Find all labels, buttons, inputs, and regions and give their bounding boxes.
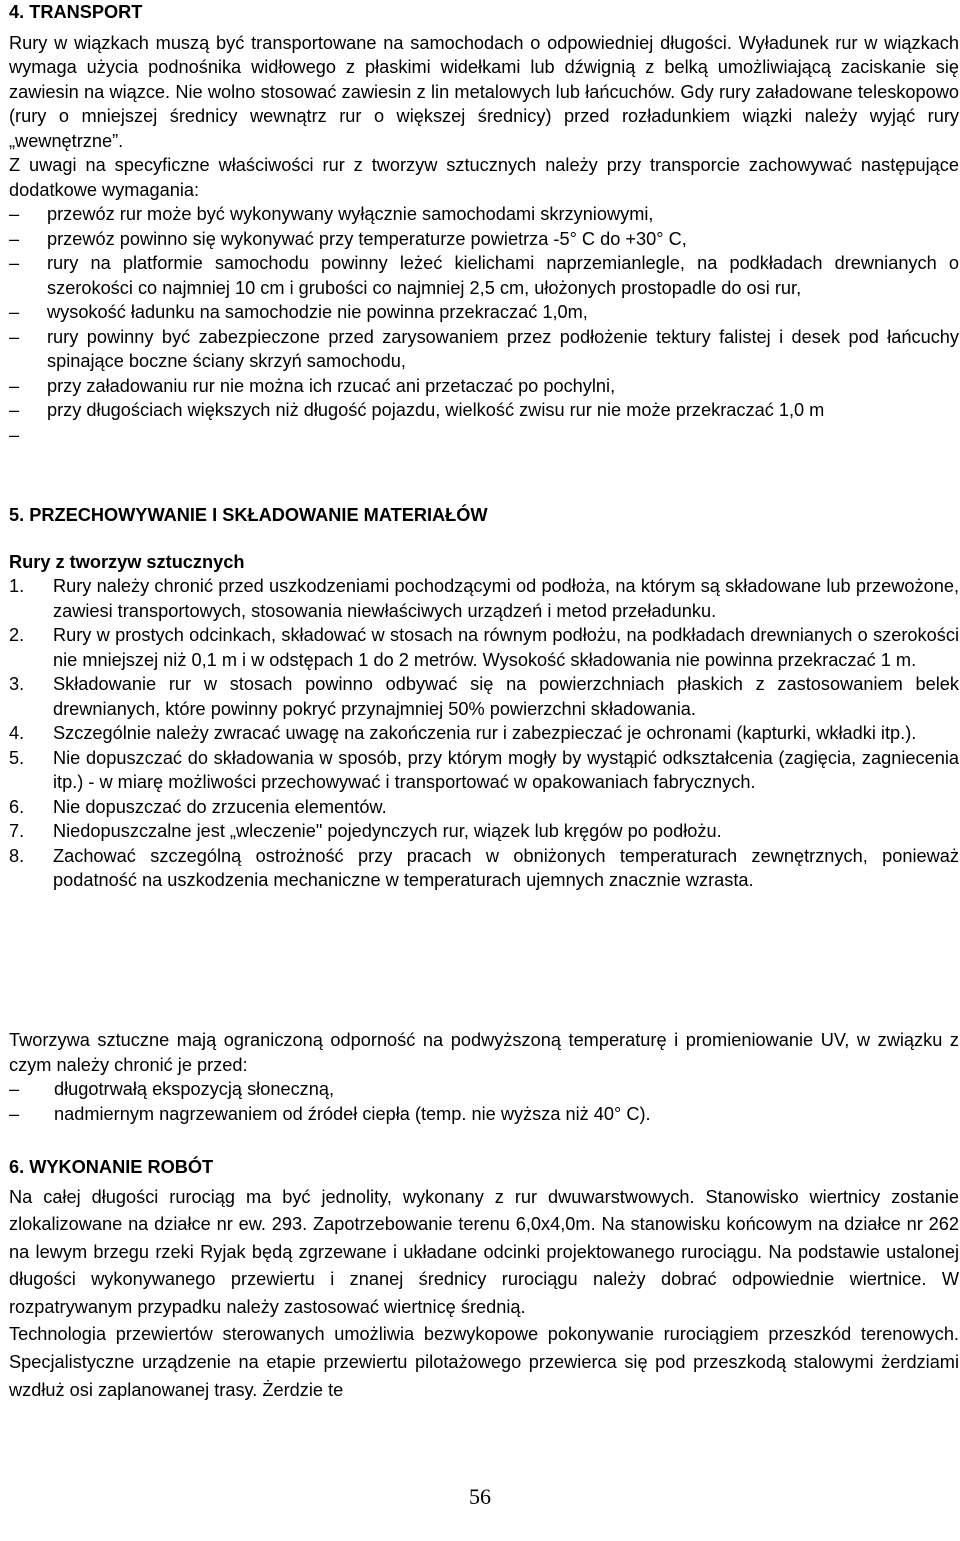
item-text: Rury w prostych odcinkach, składować w stosach na równym podłożu, na podkładach drewnianych o szerokości nie mniejszej niż 0,1 m i w odstępach 1 do 2 metrów. Wysokość składowania nie powinna przekraczać 1 m.: [53, 625, 959, 670]
list-item: [9, 819, 959, 844]
transport-requirements-list: [9, 202, 959, 447]
list-item: [9, 721, 959, 746]
item-number: 7.: [9, 821, 25, 841]
section-transport: [9, 0, 959, 447]
paragraph: Rury w wiązkach muszą być transportowane na samochodach o odpowiedniej długości. Wyładunek rur w wiązkach wymaga użycia podnośnika widłowego z płaskimi widełkami lub dźwignią z belką umożliwiającą zaciskanie się zawiesin na wiązce. Nie wolno stosować zawiesin z lin metalowych lub łańcuchów. Gdy rury załadowane teleskopowo (rury o mniejszej średnicy wewnątrz rur o większej średnicy) przed rozładunkiem wiązki należy wyjąć rury „wewnętrzne”.: [9, 32, 959, 151]
list-item: – rury na platformie samochodu powinny leżeć kielichami naprzemianlegle, na podkładach drewnianych o szerokości co najmniej 10 cm i grubości co najmniej 2,5 cm, ułożonych prostopadle do osi rur,: [9, 251, 959, 300]
item-text: Składowanie rur w stosach powinno odbywać się na powierzchniach płaskich z zastosowaniem belek drewnianych, które powinny pokryć przynajmniej 50% powierzchni składowania.: [53, 674, 959, 719]
subsection-heading: Rury z tworzyw sztucznych: [9, 551, 245, 572]
list-item: – przewóz rur może być wykonywany wyłącznie samochodami skrzyniowymi,: [9, 202, 959, 227]
item-number: 3.: [9, 674, 25, 694]
page-number: 56: [469, 1484, 491, 1509]
storage-rules-list: [9, 574, 959, 893]
item-number: 4.: [9, 723, 25, 743]
section-heading: 5. PRZECHOWYWANIE I SKŁADOWANIE MATERIAŁÓW: [9, 505, 488, 525]
item-number: 2.: [9, 625, 25, 645]
section-heading: 4. TRANSPORT: [9, 2, 143, 22]
list-item: [9, 423, 959, 448]
section-heading: 6. WYKONANIE ROBÓT: [9, 1157, 214, 1177]
list-item: – przy długościach większych niż długość pojazdu, wielkość zwisu rur nie może przekraczać 1,0 m: [9, 398, 959, 423]
item-text: Nie dopuszczać do zrzucenia elementów.: [53, 796, 387, 817]
list-item: – wysokość ładunku na samochodzie nie powinna przekraczać 1,0m,: [9, 300, 959, 325]
item-text: Nie dopuszczać do składowania w sposób, przy którym mogły by wystąpić odkształcenia (zagięcia, zagniecenia itp.) - w miarę możliwości przechowywać i transportować w opakowaniach fabrycznych.: [53, 747, 959, 792]
list-item: [9, 746, 959, 795]
item-text: Rury należy chronić przed uszkodzeniami pochodzącymi od podłoża, na którym są składowane lub przewożone, zawiesi transportowych, stosowania niewłaściwych urządzeń i metod przeładunku.: [53, 576, 959, 621]
list-item: [9, 574, 959, 623]
paragraph: Tworzywa sztuczne mają ograniczoną odporność na podwyższoną temperaturę i promieniowanie UV, w związku z czym należy chronić je przed:: [9, 1030, 959, 1075]
list-item: [9, 672, 959, 721]
list-item: [9, 795, 959, 820]
item-number: 8.: [9, 845, 25, 866]
item-number: 5.: [9, 747, 25, 768]
list-item: – nadmiernym nagrzewaniem od źródeł ciepła (temp. nie wyższa niż 40° C).: [9, 1102, 959, 1127]
item-text: Zachować szczególną ostrożność przy pracach w obniżonych temperaturach zewnętrznych, ponieważ podatność na uszkodzenia mechaniczne w temperaturach ujemnych znacznie wzrasta.: [53, 845, 959, 890]
list-item: [9, 623, 959, 672]
paragraph: Na całej długości rurociąg ma być jednolity, wykonany z rur dwuwarstwowych. Stanowisko wiertnicy zostanie zlokalizowane na działce nr ew. 293. Zapotrzebowanie terenu 6,0x4,0m. Na stanowisku końcowym na działce nr 262 na lewym brzegu rzeki Ryjak będą zgrzewane i układane odcinki projektowanego rurociągu. Na podstawie ustalonej długości wykonywanego przewiertu i znanej średnicy rurociągu należy dobrać odpowiednie wiertnice. W rozpatrywanym przypadku należy zastosować wiertnicę średnią.: [9, 1186, 959, 1317]
paragraph: Z uwagi na specyficzne właściwości rur z tworzyw sztucznych należy przy transporcie zachowywać następujące dodatkowe wymagania:: [9, 155, 959, 200]
item-text: Niedopuszczalne jest „wleczenie" pojedynczych rur, wiązek lub kręgów po podłożu.: [53, 821, 722, 841]
item-number: 6.: [9, 796, 25, 817]
list-item: – rury powinny być zabezpieczone przed zarysowaniem przez podłożenie tektury falistej i desek pod łańcuchy spinające boczne ściany skrzyń samochodu,: [9, 325, 959, 374]
list-item: – przewóz powinno się wykonywać przy temperaturze powietrza -5° C do +30° C,: [9, 227, 959, 252]
section-storage: [9, 503, 959, 893]
list-item: – przy załadowaniu rur nie można ich rzucać ani przetaczać po pochylni,: [9, 374, 959, 399]
list-item: [9, 844, 959, 893]
section-works: [9, 1155, 959, 1404]
uv-protection-block: [9, 1028, 959, 1126]
list-item: – długotrwałą ekspozycją słoneczną,: [9, 1077, 959, 1102]
item-number: 1.: [9, 576, 25, 596]
item-text: Szczególnie należy zwracać uwagę na zakończenia rur i zabezpieczać je ochronami (kapturki, wkładki itp.).: [53, 723, 917, 743]
paragraph: Technologia przewiertów sterowanych umożliwia bezwykopowe pokonywanie rurociągiem przeszkód terenowych. Specjalistyczne urządzenie na etapie przewiertu pilotażowego przewierca się pod przeszkodą stalowymi żerdziami wzdłuż osi zaplanowanej trasy. Żerdzie te: [9, 1324, 959, 1400]
